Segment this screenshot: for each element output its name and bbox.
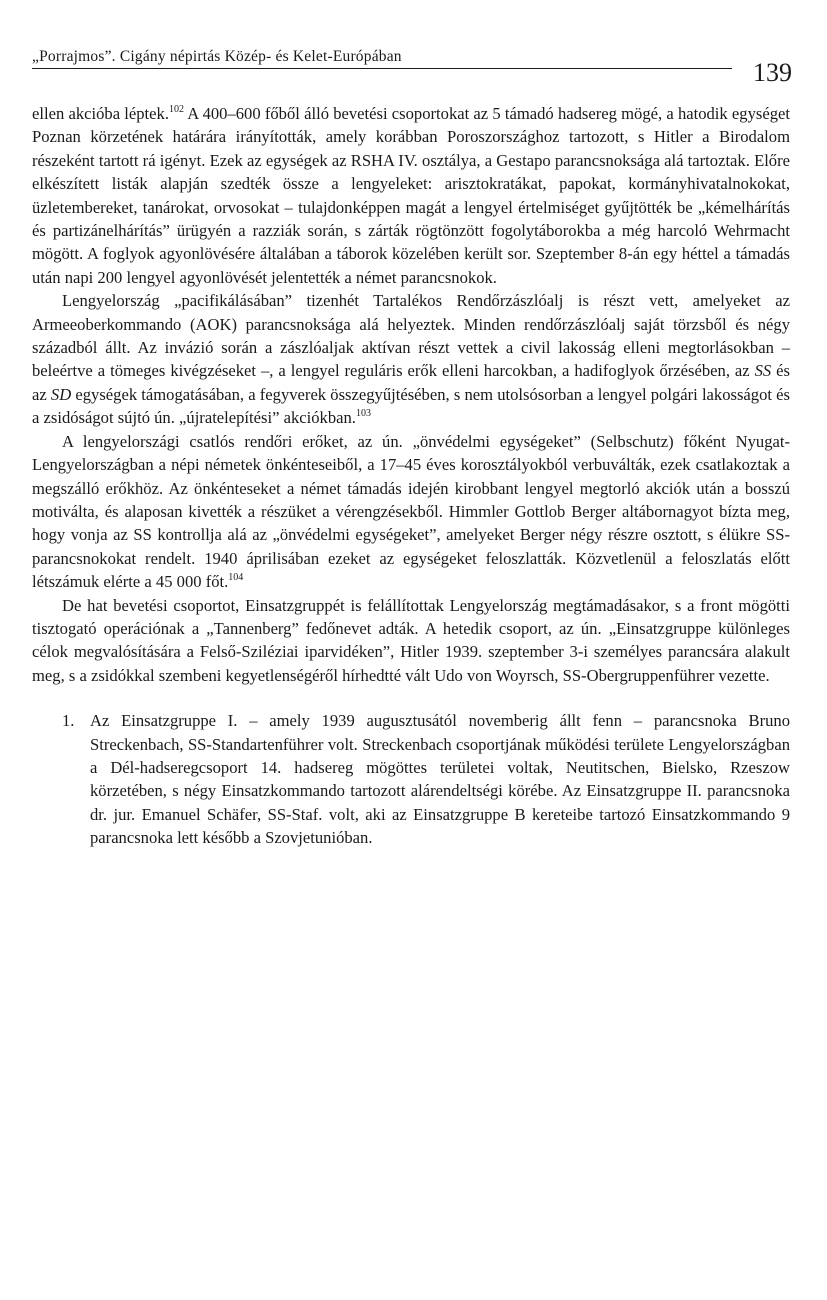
paragraph-text: Lengyelország „pacifikálásában” tizenhét Tartalékos Rendőrzászlóalj is részt vett, amelyeket az Armeeoberkommando (AOK) parancsnoksága alá helyeztek. Minden rendőrzászlóalj saját törzsből és négy századból állt. Az invázió során a zászlóaljak aktívan részt vettek a civil lakosság elleni megtorlásokban – beleértve a tömeges kivégzéseket –, a lengyel reguláris erők elleni harcokban, a hadifoglyok őrzésében, az	[32, 291, 790, 381]
list-item	[32, 709, 790, 849]
italic-term: SS	[754, 361, 772, 381]
footnote-marker: 104	[228, 572, 244, 584]
header-rule	[32, 68, 732, 69]
paragraph-text: egységek támogatásában, a fegyverek összegyűjtésében, s nem utolsósorban a lengyel polgári lakosságot és a zsidóságot sújtó ún. „újratelepítési” akciókban.	[32, 384, 790, 428]
paragraph-text: A 400–600 főből álló bevetési csoportokat az 5 támadó hadsereg mögé, a hatodik egységet Poznan körzetének határára irányították, amely korábban Poroszországhoz tartozott, s Hitler a Birodalom részeként tartott rá igényt. Ezek az egységek az RSHA IV. osztálya, a Gestapo parancsnoksága alá tartoztak. Előre elkészített listák alapján szedték össze a lengyeleket: arisztokratákat, papokat, kormányhivatalnokokat, üzletembereket, tanárokat, orvosokat – tulajdonképpen magát a lengyel értelmiséget gyűjtötték be „kémelhárítás és partizánelhárítás” ürügyén a razziák során, s zárták rögtönzött fogolytáborokba a még harcoló Wehrmacht mögött. A foglyok agyonlövésére általában a táborok közelében került sor. Szeptember 8-án egy héttel a támadás után napi 200 lengyel agyonlövését jelentették a német parancsnokok.	[32, 104, 790, 287]
paragraph-text: De hat bevetési csoportot, Einsatzgruppét is felállítottak Lengyelország megtámadásakor, s a front mögötti tisztogató operációnak a „Tannenberg” fedőnevet adták. A hetedik csoport, az ún. „Einsatzgruppe különleges célok megvalósítására a Felső-Sziléziai iparvidéken”, Hitler 1939. szeptember 3-i személyes parancsára alakult meg, s a zsidókkal szembeni kegyetlenségéről hírhedtté vált Udo von Woyrsch, SS-Obergruppenführer vezette.	[32, 595, 790, 685]
paragraph-text: és az	[32, 361, 791, 404]
paragraph-1	[32, 102, 790, 289]
numbered-list	[32, 709, 790, 849]
paragraph-3	[32, 430, 790, 594]
paragraph-2	[32, 289, 790, 429]
list-item-text: Az Einsatzgruppe I. – amely 1939 augusztusától novemberig állt fenn – parancsnoka Bruno Streckenbach, SS-Standartenführer volt. Streckenbach csoportjának működési területe Lengyelországban a Dél-hadseregcsoport 14. hadsereg mögöttes területei voltak, Neutitschen, Bielsko, Rzeszow körzetében, s négy Einsatzkommando tartozott alárendeltségi körébe. Az Einsatzgruppe II. parancsnoka dr. jur. Emanuel Schäfer, SS-Staf. volt, aki az Einsatzgruppe B kereteibe tartozó Einsatzkommando 9 parancsnoka lett később a Szovjetunióban.	[90, 711, 790, 848]
italic-term: SD	[50, 384, 72, 404]
footnote-marker: 102	[168, 104, 184, 115]
running-title: „Porrajmos”. Cigány népirtás Közép- és Kelet-Európában	[32, 48, 402, 65]
paragraph-text: ellen akcióba léptek.	[32, 104, 169, 123]
footnote-marker: 103	[355, 408, 371, 420]
list-item-number: 1.	[62, 711, 75, 731]
body-text	[32, 102, 790, 850]
paragraph-text: A lengyelországi csatlós rendőri erőket, az ún. „önvédelmi egységeket” (Selbschutz) főként Nyugat-Lengyelországban a népi németek önkénteseiből, a 17–45 éves korosztályokból verbuválták, ezek csatlakoztak a megszálló erőkhöz. Az önkénteseket a német támadás idején kirobbant lengyel megtorló akciók után a bosszú motiválta, és alaposan kivették a részüket a vérengzésekből. Himmler Gottlob Berger altábornagyot bízta meg, hogy vonja az SS kontrollja alá az „önvédelmi egységeket”, amelyeket Berger négy részre osztott, s élükre SS-parancsnokokat rendelt. 1940 áprilisában ezeket az egységeket feloszlatták. Közvetlenül a feloszlatás előtt létszámuk elérte a 45 000 főt.	[32, 431, 790, 592]
paragraph-4	[32, 594, 790, 688]
page-number: 139	[753, 58, 792, 87]
page-header	[32, 44, 792, 94]
